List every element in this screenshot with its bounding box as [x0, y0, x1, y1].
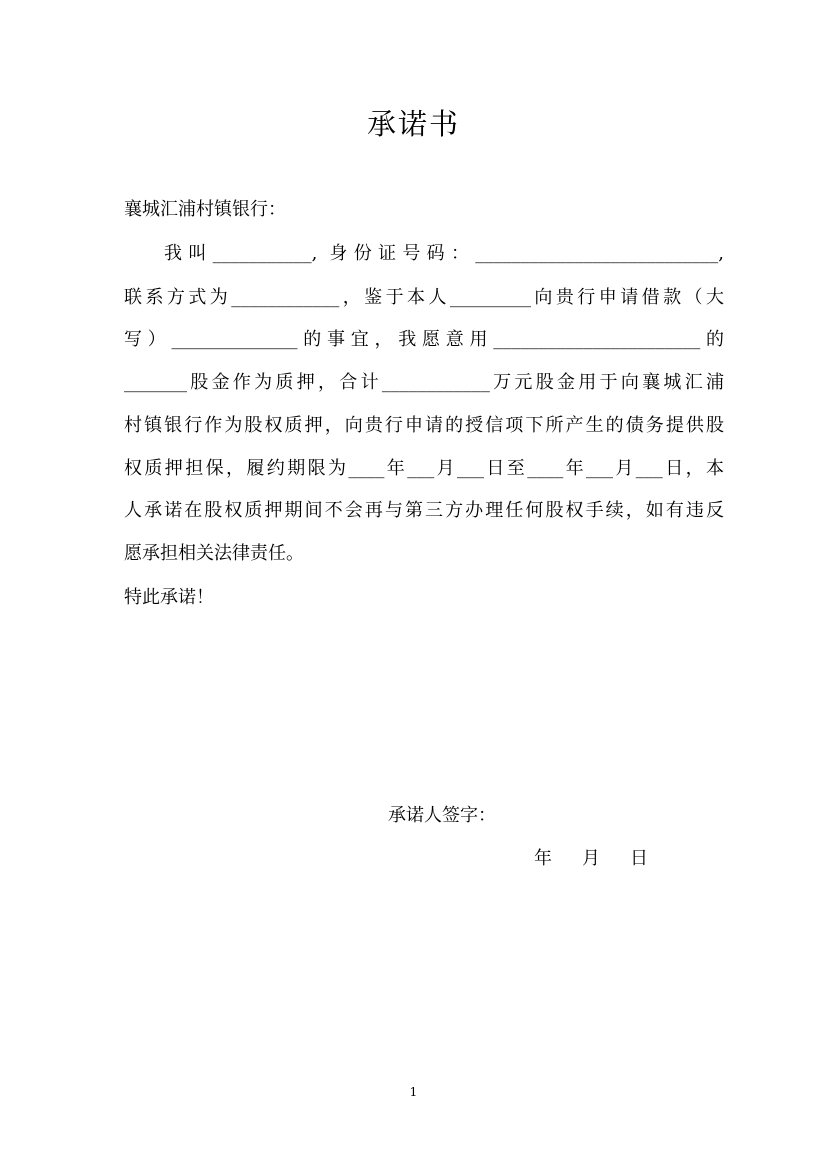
- signature-label: 承诺人签字：: [388, 805, 496, 826]
- body-line-4: _______股金作为质押，合计____________万元股金用于向襄城汇浦: [124, 372, 724, 393]
- body-line-1: 我叫___________, 身份证号码：___________________________,: [164, 243, 724, 264]
- body-line-5: 村镇银行作为股权质押，向贵行申请的授信项下所产生的债务提供股: [124, 415, 724, 436]
- body-line-8: 愿承担相关法律责任。: [124, 543, 304, 564]
- document-title: 承诺书: [366, 107, 460, 141]
- page-number: 1: [409, 1085, 418, 1099]
- salutation: 襄城汇浦村镇银行：: [124, 199, 286, 220]
- body-line-6: 权质押担保，履约期限为____年___月___日至____年___月___日，本: [124, 458, 724, 479]
- body-line-3: 写）______________的事宜，我愿意用_______________________的: [124, 329, 724, 350]
- date-month: 月: [582, 848, 600, 869]
- date-year: 年: [534, 848, 552, 869]
- date-day: 日: [630, 848, 648, 869]
- closing-statement: 特此承诺！: [124, 587, 214, 608]
- body-line-7: 人承诺在股权质押期间不会再与第三方办理任何股权手续，如有违反: [124, 500, 724, 521]
- body-line-2: 联系方式为____________，鉴于本人_________向贵行申请借款（大: [124, 287, 724, 308]
